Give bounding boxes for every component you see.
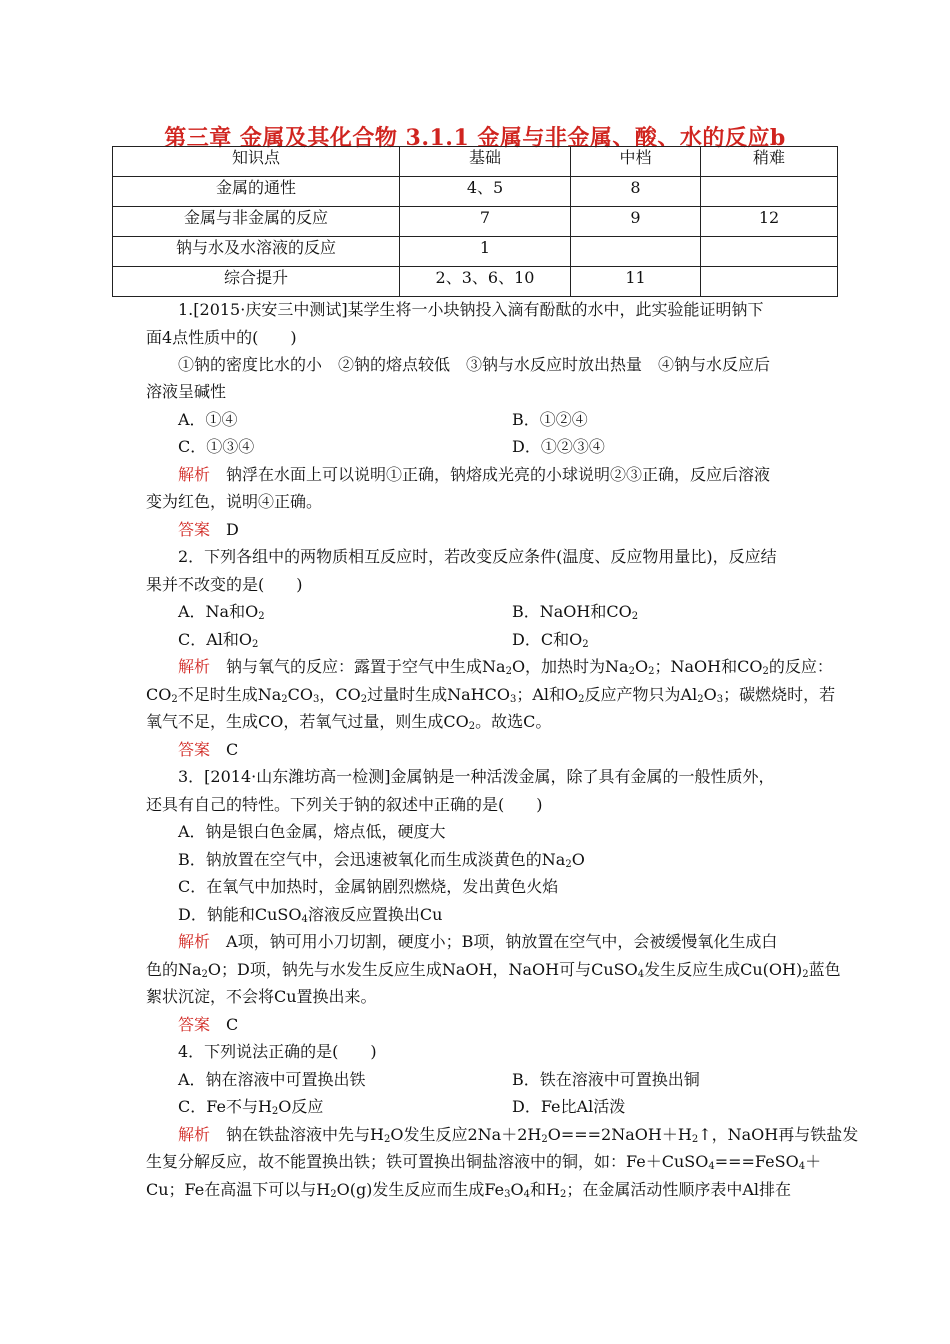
question-1-option-c: C．①③④	[178, 437, 255, 456]
question-3-analysis	[178, 932, 777, 952]
text-run: O	[703, 685, 717, 704]
question-1-stem: 1.[2015·庆安三中测试]某学生将一小块钠投入滴有酚酞的水中，此实验能证明钠下	[178, 300, 764, 319]
question-3-analysis-cont: 絮状沉淀，不会将Cu置换出来。	[146, 987, 377, 1006]
text-run: CO	[146, 685, 172, 704]
question-1-statements: ①钠的密度比水的小 ②钠的熔点较低 ③钠与水反应时放出热量 ④钠与水反应后	[178, 355, 771, 374]
subscript: 2	[648, 666, 655, 677]
text-run: 蓝色	[808, 960, 841, 979]
question-2-stem-cont: 果并不改变的是( )	[146, 575, 303, 594]
analysis-text: A项，钠可用小刀切割，硬度小；B项，钠放置在空气中，会被缓慢氧化生成白	[210, 932, 778, 951]
subscript: 2	[201, 969, 208, 980]
question-4-option-c	[178, 1097, 323, 1117]
subscript: 2	[505, 666, 512, 677]
table-cell: 11	[571, 267, 701, 297]
text-run: 钠与氧气的反应：露置于空气中生成Na	[210, 657, 506, 676]
table-header-row	[113, 147, 838, 177]
table-row	[113, 177, 838, 207]
question-3-stem-cont: 还具有自己的特性。下列关于钠的叙述中正确的是( )	[146, 795, 543, 814]
subscript: 4	[637, 969, 645, 980]
question-1-option-a: A．①④	[178, 410, 238, 429]
text-run: D．钠能和CuSO	[178, 905, 302, 924]
text-run: 过量时生成NaHCO	[367, 685, 510, 704]
subscript: 4	[708, 1161, 715, 1172]
text-run: 氧气不足，生成CO，若氧气过量，则生成CO	[146, 712, 469, 731]
analysis-label: 解析	[178, 932, 211, 951]
subscript: 2	[383, 1134, 391, 1145]
table-header-cell: 中档	[571, 147, 701, 177]
question-3-stem: 3．[2014·山东潍坊高一检测]金属钠是一种活泼金属，除了具有金属的一般性质外，	[178, 767, 775, 786]
subscript: 2	[330, 1189, 337, 1200]
subscript: 2	[468, 721, 476, 732]
table-header-cell: 稍难	[701, 147, 838, 177]
subscript: 3	[716, 694, 724, 705]
text-run: O；D项，钠先与水发生反应生成NaOH，NaOH可与CuSO	[207, 960, 638, 979]
question-3-option-c: C．在氧气中加热时，金属钠剧烈燃烧，发出黄色火焰	[178, 877, 559, 896]
analysis-label: 解析	[178, 657, 211, 676]
subscript: 4	[301, 914, 308, 925]
text-run: 钠在铁盐溶液中先与H	[210, 1125, 384, 1144]
text-run: ；Al和O	[516, 685, 579, 704]
question-1-option-d: D．①②③④	[512, 437, 605, 456]
subscript: 2	[762, 666, 769, 677]
answer-text: D	[210, 520, 239, 539]
subscript: 2	[565, 859, 572, 870]
subscript: 4	[523, 1189, 530, 1200]
table-cell	[571, 237, 701, 267]
text-run: ；NaOH和CO	[654, 657, 763, 676]
table-row	[113, 237, 838, 267]
subscript: 2	[360, 694, 368, 705]
subscript: 2	[281, 694, 288, 705]
subscript: 2	[582, 639, 589, 650]
text-run: 发生反应生成Cu(OH)	[644, 960, 803, 979]
subscript: 2	[171, 694, 178, 705]
question-2-option-a	[178, 602, 265, 622]
question-3-option-d	[178, 905, 442, 925]
text-run: ，CO	[319, 685, 361, 704]
table-cell: 金属的通性	[113, 177, 400, 207]
subscript: 2	[559, 1189, 567, 1200]
question-4-option-b: B．铁在溶液中可置换出铜	[512, 1070, 700, 1089]
text-run: O	[510, 1180, 524, 1199]
table-row	[113, 267, 838, 297]
subscript: 2	[541, 1134, 548, 1145]
text-run: 和H	[530, 1180, 560, 1199]
question-4-option-a: A．钠在溶液中可置换出铁	[178, 1070, 366, 1089]
subscript: 2	[691, 1134, 699, 1145]
subscript: 4	[798, 1161, 806, 1172]
table-cell	[701, 267, 838, 297]
text-run: O	[634, 657, 649, 676]
answer-label: 答案	[178, 740, 211, 759]
table-cell	[701, 177, 838, 207]
subscript: 2	[258, 611, 265, 622]
text-run: 不足时生成Na	[177, 685, 282, 704]
table-cell: 12	[701, 207, 838, 237]
text-run: O	[571, 850, 585, 869]
text-run: O，加热时为Na	[511, 657, 629, 676]
question-4-analysis	[178, 1125, 858, 1145]
text-run: O发生反应2Na＋2H	[390, 1125, 542, 1144]
table-cell: 钠与水及水溶液的反应	[113, 237, 400, 267]
answer-text: C	[210, 740, 239, 759]
table-header-cell: 知识点	[113, 147, 400, 177]
question-2-option-d	[512, 630, 589, 650]
question-2-analysis	[178, 657, 833, 677]
subscript: 2	[697, 694, 704, 705]
text-run: A．Na和O	[178, 602, 259, 621]
text-run: O(g)发生反应而生成Fe	[336, 1180, 505, 1199]
text-run: ===FeSO	[714, 1152, 799, 1171]
table-cell: 2、3、6、10	[400, 267, 571, 297]
table-header-cell: 基础	[400, 147, 571, 177]
analysis-text: 钠浮在水面上可以说明①正确，钠熔成光亮的小球说明②③正确，反应后溶液	[210, 465, 771, 484]
table-cell: 9	[571, 207, 701, 237]
subscript: 2	[578, 694, 585, 705]
text-run: 溶液反应置换出Cu	[307, 905, 443, 924]
text-run: D．C和O	[512, 630, 583, 649]
answer-label: 答案	[178, 1015, 211, 1034]
text-run: ；在金属活动性顺序表中Al排在	[566, 1180, 792, 1199]
question-3-option-a: A．钠是银白色金属，熔点低，硬度大	[178, 822, 446, 841]
question-1-statements-cont: 溶液呈碱性	[146, 382, 227, 401]
question-4-analysis-cont	[146, 1180, 791, 1200]
text-run: Cu；Fe在高温下可以与H	[146, 1180, 331, 1199]
subscript: 2	[802, 969, 809, 980]
text-run: ＋	[805, 1152, 822, 1171]
text-run: B．NaOH和CO	[512, 602, 632, 621]
question-2-analysis-cont	[146, 685, 835, 705]
text-run: 生复分解反应，故不能置换出铁；铁可置换出铜盐溶液中的铜，如：Fe＋CuSO	[146, 1152, 709, 1171]
text-run: 。故选C。	[475, 712, 552, 731]
text-run: ↑，NaOH再与铁盐发	[698, 1125, 859, 1144]
answer-text: C	[210, 1015, 239, 1034]
question-2-option-b	[512, 602, 638, 622]
question-4-stem: 4．下列说法正确的是( )	[178, 1042, 377, 1061]
question-3-answer	[178, 1015, 238, 1035]
answer-label: 答案	[178, 520, 211, 539]
knowledge-table	[112, 146, 838, 297]
subscript: 2	[628, 666, 635, 677]
question-2-answer	[178, 740, 238, 760]
question-4-analysis-cont	[146, 1152, 821, 1172]
question-1-answer	[178, 520, 239, 540]
analysis-label: 解析	[178, 465, 211, 484]
question-3-option-b	[178, 850, 585, 870]
table-cell: 4、5	[400, 177, 571, 207]
text-run: 的反应：	[768, 657, 833, 676]
text-run: C．Fe不与H	[178, 1097, 272, 1116]
page-title: 第三章 金属及其化合物 3.1.1 金属与非金属、酸、水的反应b	[164, 125, 786, 151]
question-2-option-c	[178, 630, 258, 650]
subscript: 2	[631, 611, 639, 622]
question-4-option-d: D．Fe比Al活泼	[512, 1097, 626, 1116]
table-cell: 7	[400, 207, 571, 237]
analysis-label: 解析	[178, 1125, 211, 1144]
table-cell	[701, 237, 838, 267]
question-1-analysis	[178, 465, 770, 485]
subscript: 3	[510, 694, 517, 705]
table-row	[113, 207, 838, 237]
question-2-analysis-cont	[146, 712, 551, 732]
table-cell: 综合提升	[113, 267, 400, 297]
question-1-option-b: B．①②④	[512, 410, 588, 429]
question-1-stem-cont: 面4点性质中的( )	[146, 328, 297, 347]
subscript: 3	[504, 1189, 511, 1200]
text-run: ；碳燃烧时，若	[723, 685, 836, 704]
text-run: B．钠放置在空气中，会迅速被氧化而生成淡黄色的Na	[178, 850, 566, 869]
text-run: 色的Na	[146, 960, 202, 979]
subscript: 3	[313, 694, 320, 705]
text-run: O===2NaOH＋H	[547, 1125, 692, 1144]
subscript: 2	[271, 1106, 279, 1117]
subscript: 2	[252, 639, 259, 650]
table-cell: 金属与非金属的反应	[113, 207, 400, 237]
table-cell: 8	[571, 177, 701, 207]
question-2-stem: 2．下列各组中的两物质相互反应时，若改变反应条件(温度、反应物用量比)，反应结	[178, 547, 777, 566]
text-run: CO	[287, 685, 314, 704]
text-run: 反应产物只为Al	[584, 685, 698, 704]
question-1-analysis-cont: 变为红色，说明④正确。	[146, 492, 323, 511]
text-run: C．Al和O	[178, 630, 253, 649]
text-run: O反应	[278, 1097, 324, 1116]
question-3-analysis-cont	[146, 960, 841, 980]
table-cell: 1	[400, 237, 571, 267]
